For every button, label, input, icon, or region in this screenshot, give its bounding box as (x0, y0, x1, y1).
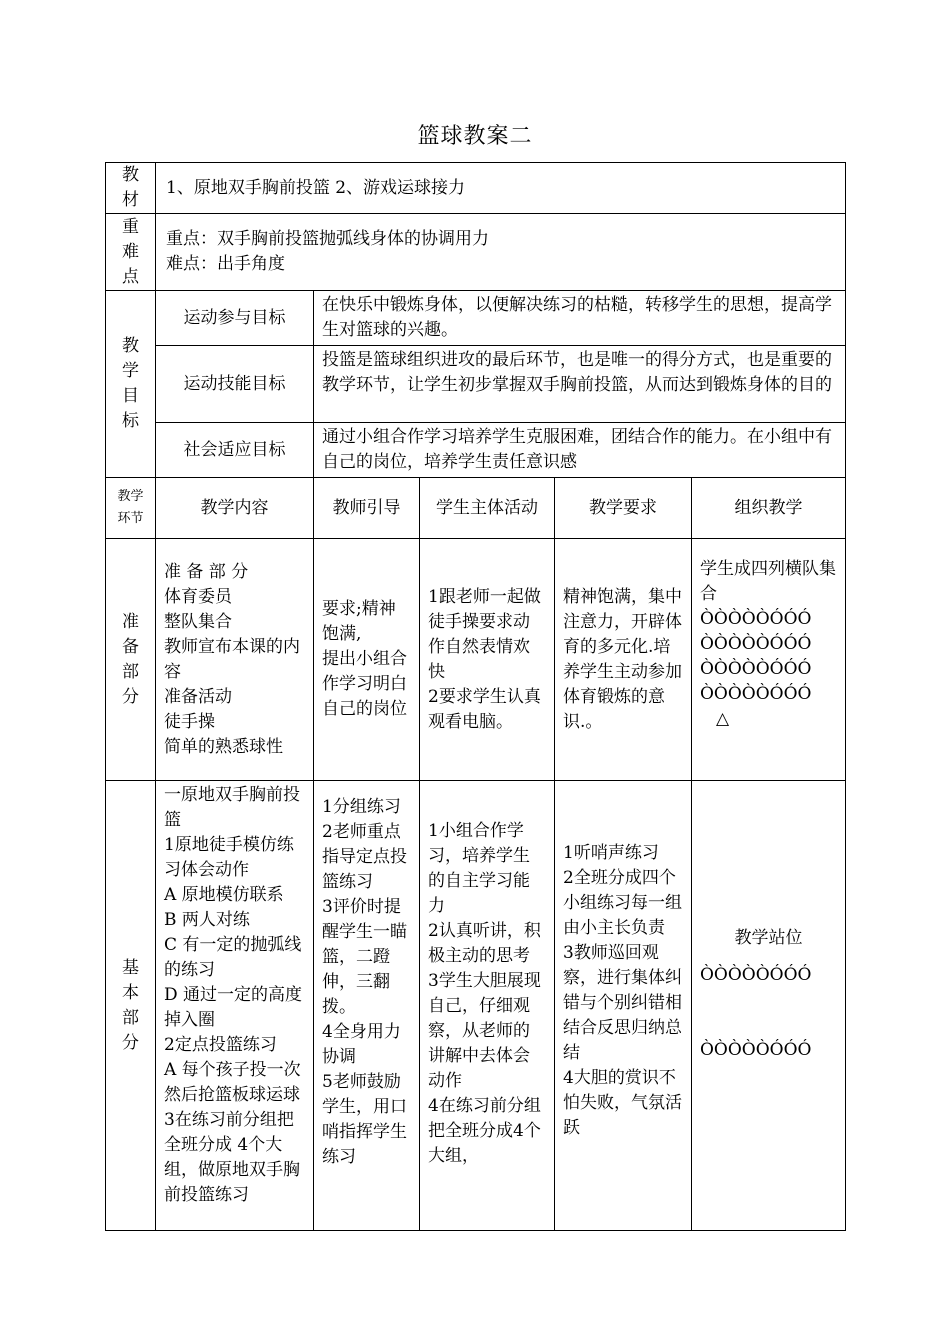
basic-content-line: D 通过一定的高度掉入圈 (164, 985, 303, 1030)
basic-requirement (555, 781, 692, 1231)
basic-requirement-line: 3教师巡回观察，进行集体纠错与个别纠错相结合反思归纳总结 (563, 943, 682, 1063)
basic-teacher-line: 2老师重点指导定点投篮练习 (322, 822, 407, 892)
basic-content-line: 一原地双手胸前投篮 (164, 785, 300, 830)
prep-content-line: 整队集合 (164, 611, 232, 632)
key-points-label-cell (106, 214, 156, 291)
goal-text: 投篮是篮球组织进攻的最后环节，也是唯一的得分方式，也是重要的教学环节，让学生初步掌握双手胸前投篮，从而达到锻炼身体的目的 (314, 346, 846, 423)
key-points-row (106, 214, 846, 291)
basic-teacher (314, 781, 420, 1231)
basic-student-line: 4在练习前分组把全班分成4个大组， (428, 1096, 541, 1166)
goal-row-1 (106, 291, 846, 346)
basic-content-line: 3在练习前分组把全班分成 4个大组，做原地双手胸前投篮练习 (164, 1110, 300, 1205)
basic-teacher-line: 1分组练习 (322, 797, 401, 817)
goal-row-3 (106, 423, 846, 478)
prep-row (106, 539, 846, 781)
document-title: 篮球教案二 (417, 124, 533, 149)
formation-row: ÒÒÒÒÒÓÓÓ (700, 1040, 812, 1060)
basic-organization-text: 教学站位 (734, 928, 803, 948)
prep-content-line: 准备活动 (164, 686, 232, 707)
prep-teacher (314, 539, 420, 781)
prep-content-line: 体育委员 (164, 586, 232, 607)
goal-text: 在快乐中锻炼身体，以便解决练习的枯糙，转移学生的思想，提高学生对篮球的兴趣。 (314, 291, 846, 346)
formation-row: ÒÒÒÒÒÓÓÓ (700, 965, 812, 985)
material-label-cell (106, 163, 156, 214)
key-point-text: 重点：双手胸前投篮抛弧线身体的协调用力 (166, 229, 489, 249)
goal-name: 运动参与目标 (156, 291, 314, 346)
material-content: 1、原地双手胸前投篮 2、游戏运球接力 (156, 163, 846, 214)
material-row (106, 163, 846, 214)
prep-organization (692, 539, 846, 781)
formation-row: ÒÒÒÒÒÓÓÓ (700, 609, 812, 629)
prep-content-line: 准 备 部 分 (164, 561, 249, 582)
prep-label-cell (106, 539, 156, 781)
basic-student-line: 2认真听讲，积极主动的思考 (428, 921, 541, 966)
teacher-position-mark: △ (716, 709, 730, 729)
header-content: 教学内容 (156, 478, 314, 539)
basic-organization (692, 781, 846, 1231)
basic-requirement-line: 2全班分成四个小组练习每一组由小主长负责 (563, 868, 682, 938)
difficulty-text: 难点：出手角度 (166, 254, 285, 274)
material-label: 教材 (121, 165, 139, 210)
prep-student (420, 539, 555, 781)
prep-requirement (555, 539, 692, 781)
formation-row: ÒÒÒÒÒÓÓÓ (700, 659, 812, 679)
header-stage: 教学环节 (117, 489, 144, 526)
lesson-plan-table (105, 162, 846, 1231)
prep-student-line: 2要求学生认真观看电脑。 (428, 686, 541, 732)
key-points-content (156, 214, 846, 291)
basic-content-line: A 每个孩子投一次然后抢篮板球运球 (164, 1060, 301, 1105)
prep-content-line: 简单的熟悉球性 (164, 736, 283, 757)
goal-text: 通过小组合作学习培养学生克服困难，团结合作的能力。在小组中有自己的岗位，培养学生责任意识感 (314, 423, 846, 478)
basic-teacher-line: 3评价时提醒学生一瞄篮，二蹬伸，三翻拨。 (322, 897, 407, 1017)
prep-student-line: 1跟老师一起做徒手操要求动作自然表情欢快 (428, 586, 541, 682)
goal-name: 社会适应目标 (156, 423, 314, 478)
key-points-label: 重难点 (121, 216, 139, 287)
prep-teacher-line: 要求;精神饱满, (322, 599, 396, 644)
prep-organization-text: 学生成四列横队集合 (700, 559, 836, 604)
formation-row: ÒÒÒÒÒÓÓÓ (700, 634, 812, 654)
formation-row: ÒÒÒÒÒÓÓÓ (700, 684, 812, 704)
header-stage-cell (106, 478, 156, 539)
basic-label-cell (106, 781, 156, 1231)
basic-content-line: C 有一定的抛弧线的练习 (164, 935, 302, 980)
prep-content-line: 徒手操 (164, 711, 215, 732)
basic-student (420, 781, 555, 1231)
header-teacher: 教师引导 (314, 478, 420, 539)
column-header-row (106, 478, 846, 539)
basic-content-line: 2定点投篮练习 (164, 1035, 277, 1055)
header-organization: 组织教学 (692, 478, 846, 539)
goal-name: 运动技能目标 (156, 346, 314, 423)
basic-teacher-line: 5老师鼓励学生，用口哨指挥学生练习 (322, 1072, 407, 1167)
prep-content (156, 539, 314, 781)
basic-content-line: B 两人对练 (164, 910, 250, 930)
prep-requirement-line: 精神饱满，集中注意力，开辟体育的多元化.培养学生主动参加体育锻炼的意识.。 (563, 586, 682, 732)
basic-label: 基本部分 (121, 957, 139, 1053)
goals-label-cell (106, 291, 156, 478)
goals-label: 教学目标 (121, 336, 139, 431)
basic-content (156, 781, 314, 1231)
basic-student-line: 3学生大胆展现自己，仔细观察，从老师的讲解中去体会动作 (428, 971, 541, 1091)
basic-content-line: A 原地模仿联系 (164, 885, 284, 905)
basic-row (106, 781, 846, 1231)
basic-requirement-line: 1听哨声练习 (563, 843, 659, 863)
header-requirement: 教学要求 (555, 478, 692, 539)
prep-content-line: 教师宣布本课的内容 (164, 636, 300, 682)
basic-content-line: 1原地徒手模仿练习体会动作 (164, 835, 294, 880)
prep-label: 准备部分 (121, 611, 139, 707)
prep-teacher-line: 提出小组合作学习明白自己的岗位 (322, 649, 407, 719)
basic-teacher-line: 4全身用力协调 (322, 1022, 401, 1067)
header-student: 学生主体活动 (420, 478, 555, 539)
basic-requirement-line: 4大胆的赏识不怕失败，气氛活跃 (563, 1068, 682, 1138)
basic-student-line: 1小组合作学习，培养学生的自主学习能力 (428, 821, 530, 916)
goal-row-2 (106, 346, 846, 423)
